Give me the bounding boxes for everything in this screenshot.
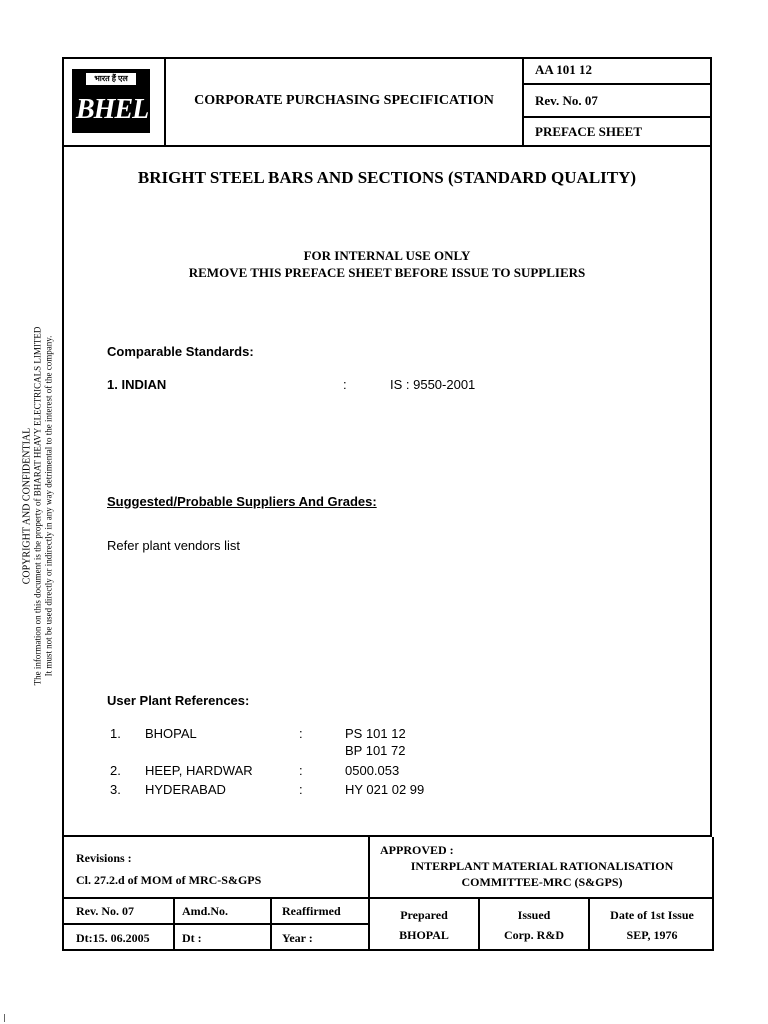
first-issue-label: Date of 1st Issue: [610, 908, 694, 922]
scan-mark: [4, 1014, 5, 1022]
plant-ref: PS 101 12: [345, 726, 406, 741]
approved-committee-line2: COMMITTEE-MRC (S&GPS): [461, 875, 623, 889]
copyright-heading: COPYRIGHT AND CONFIDENTIAL: [21, 427, 33, 585]
amd-no: Amd.No.: [182, 904, 229, 918]
plant-separator: :: [299, 726, 303, 741]
revision-number: Rev. No. 07: [524, 85, 712, 118]
revisions-label: Revisions :: [76, 851, 132, 865]
spec-header-title: CORPORATE PURCHASING SPECIFICATION: [166, 57, 524, 145]
approved-label: APPROVED :: [380, 843, 454, 857]
copyright-line-3: It must not be used directly or indirectly in any way detrimental to the interest of the company.: [43, 335, 54, 677]
standard-separator: :: [343, 377, 347, 392]
issued-value: Corp. R&D: [504, 928, 564, 942]
prepared-label: Prepared: [400, 908, 448, 922]
notice-remove-sheet: REMOVE THIS PREFACE SHEET BEFORE ISSUE TO SUPPLIERS: [188, 265, 586, 280]
comparable-standards-heading: Comparable Standards:: [107, 344, 254, 359]
plant-number: 2.: [110, 763, 121, 778]
plant-number: 3.: [110, 782, 121, 797]
copyright-line-2: The information on this document is the property of BHARAT HEAVY ELECTRICALS LIMITED: [32, 326, 43, 686]
plant-name: HYDERABAD: [145, 782, 226, 797]
document-title: BRIGHT STEEL BARS AND SECTIONS (STANDARD QUALITY): [137, 168, 637, 187]
prepared-value: BHOPAL: [399, 928, 449, 942]
suppliers-text: Refer plant vendors list: [107, 538, 240, 553]
plant-ref: BP 101 72: [345, 743, 406, 758]
footer-divider: [64, 923, 368, 925]
plant-name: BHOPAL: [145, 726, 197, 741]
rev-no: Rev. No. 07: [76, 904, 134, 918]
doc-number: AA 101 12: [524, 57, 712, 85]
standard-label: 1. INDIAN: [107, 377, 167, 392]
notice-internal-use: FOR INTERNAL USE ONLY: [303, 248, 471, 263]
logo-cell: [62, 57, 166, 145]
footer-table: [62, 837, 714, 951]
rev-date: Dt:15. 06.2005: [76, 931, 150, 945]
plant-separator: :: [299, 763, 303, 778]
sheet-type: PREFACE SHEET: [535, 123, 643, 139]
issued-label: Issued: [517, 908, 551, 922]
plant-number: 1.: [110, 726, 121, 741]
suppliers-heading: Suggested/Probable Suppliers And Grades:: [107, 494, 377, 509]
plant-ref: HY 021 02 99: [345, 782, 425, 797]
footer-divider: [64, 897, 714, 899]
logo-mark-text: BHEL: [76, 94, 149, 125]
plant-ref: 0500.053: [345, 763, 400, 778]
header-divider: [62, 145, 712, 147]
copyright-side-note: [22, 286, 55, 726]
first-issue-value: SEP, 1976: [626, 928, 678, 942]
plant-name: HEEP, HARDWAR: [145, 763, 253, 778]
bhel-logo: [72, 69, 150, 133]
amd-date: Dt :: [182, 931, 202, 945]
logo-hindi-text: भारत हैं एल: [86, 73, 136, 85]
reaffirmed-label: Reaffirmed: [282, 904, 341, 918]
standard-value: IS : 9550-2001: [390, 377, 476, 392]
revisions-text: Cl. 27.2.d of MOM of MRC-S&GPS: [76, 873, 262, 887]
approved-committee-line1: INTERPLANT MATERIAL RATIONALISATION: [410, 859, 674, 873]
user-plant-references-heading: User Plant References:: [107, 693, 250, 708]
reaffirmed-year: Year :: [282, 931, 313, 945]
plant-separator: :: [299, 782, 303, 797]
